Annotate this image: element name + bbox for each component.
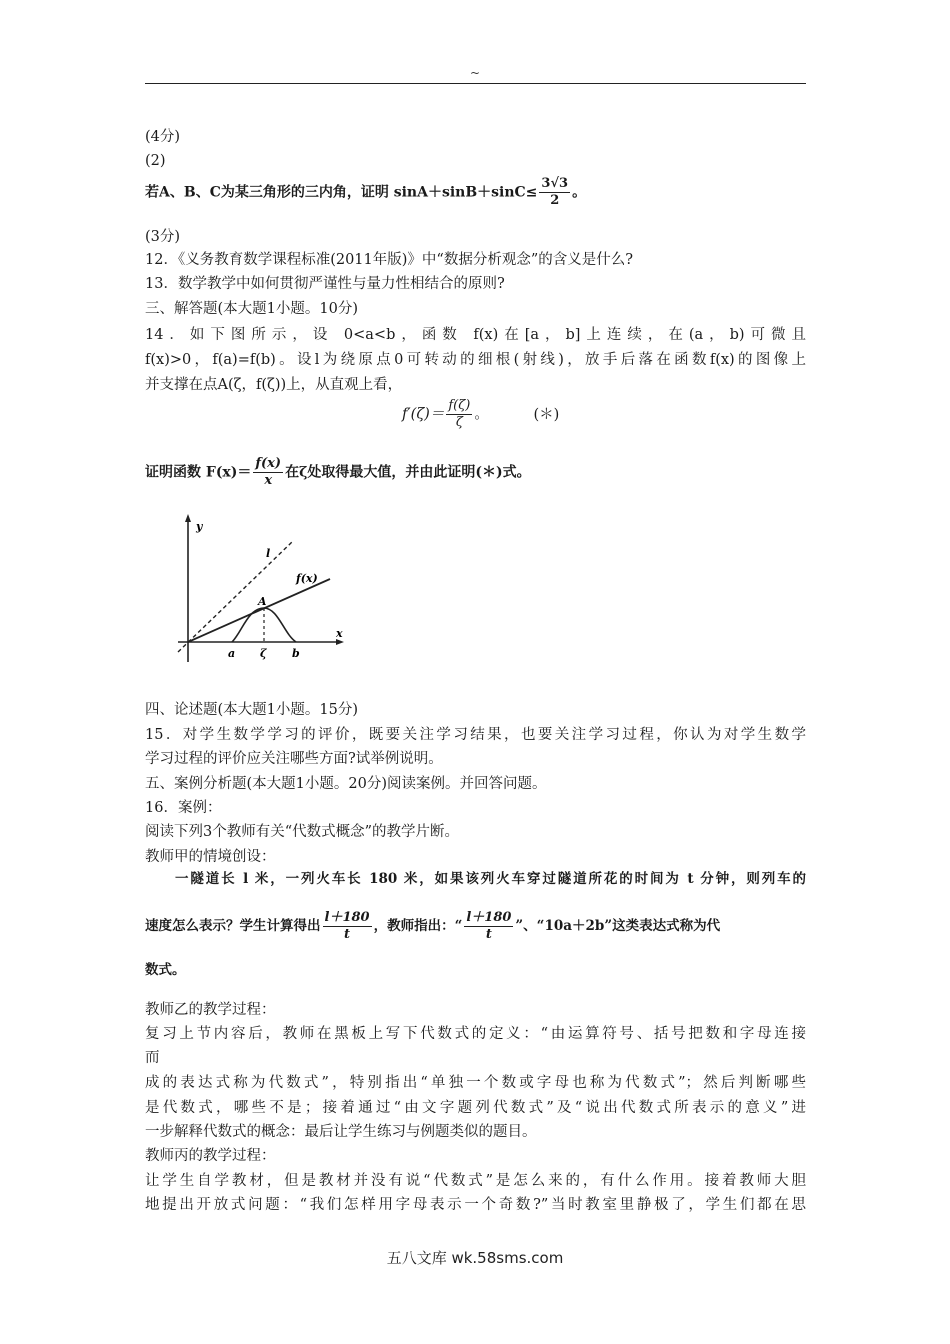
- score-note-4: (4分): [145, 129, 181, 145]
- question-13: 13．数学教学中如何贯彻严谨性与量力性相结合的原则?: [145, 276, 505, 292]
- header-mark: ~: [469, 66, 481, 80]
- footer-watermark: 五八文库 wk.58sms.com: [386, 1249, 564, 1267]
- point-a-label: A: [258, 595, 267, 608]
- l-label: l: [266, 547, 271, 560]
- fx-label: f(x): [296, 572, 318, 585]
- teacher-yi-line-4: 是代数式，哪些不是；接着通过“由文字题列代数式”及“说出代数式所表示的意义”进: [145, 1100, 806, 1116]
- proof-statement: 证明函数 F(x)＝ $\frac{f(x)}{x}$ 在ζ处取得最大值，并由此证明(＊)式。: [145, 456, 531, 488]
- question-12: 12．《义务教育数学课程标准(2011年版)》中“数据分析观念”的含义是什么?: [145, 252, 634, 268]
- equation-tag: (＊): [533, 406, 560, 423]
- sub-question-2: (2): [145, 153, 166, 169]
- question-14-line-2: f(x)>0，f(a)=f(b)。设l为绕原点0可转动的细根(射线)，放手后落在函数f(x)的图像上: [145, 352, 806, 368]
- teacher-bing-line-1: 让学生自学教材，但是教材并没有说“代数式”是怎么来的，有什么作用。接着教师大胆: [145, 1173, 806, 1189]
- section-3-heading: 三、解答题(本大题1小题。10分): [145, 301, 358, 317]
- tunnel-problem-line-3: 数式。: [145, 962, 186, 978]
- question-15-line-1: 15．对学生数学学习的评价，既要关注学习结果，也要关注学习过程，你认为对学生数学: [145, 727, 806, 743]
- teacher-yi-line-2: 而: [145, 1050, 160, 1066]
- tunnel-problem-line-2: 速度怎么表示？学生计算得出 $\frac{l+180}{t}$ ，教师指出：“ $\frac{l+180}{t}$ ”、“10a＋2b”这类表达式称为代: [145, 910, 721, 942]
- teacher-yi-line-1: 复习上节内容后，教师在黑板上写下代数式的定义：“由运算符号、括号把数和字母连接: [145, 1026, 806, 1042]
- triangle-problem-text: 若A、B、C为某三角形的三内角，证明 sinA＋sinB＋sinC≤: [145, 184, 538, 201]
- teacher-yi-line-3: 成的表达式称为代数式”，特别指出“单独一个数或字母也称为代数式”；然后判断哪些: [145, 1075, 806, 1091]
- triangle-inequality-problem: 若A、B、C为某三角形的三内角，证明 sinA＋sinB＋sinC≤ $\frac{3√3}{2}$ 。: [145, 176, 587, 208]
- ray-l-dashed: [178, 542, 292, 652]
- question-14-line-1: 14．如下图所示，设 0<a<b，函数 f(x)在[a，b]上连续，在(a，b)可微且: [145, 327, 806, 343]
- teacher-bing-line-2: 地提出开放式问题：“我们怎样用字母表示一个奇数?”当时教室里静极了，学生们都在思: [145, 1197, 806, 1213]
- tangent-line: [188, 579, 330, 642]
- teacher-jia-heading: 教师甲的情境创设：: [145, 849, 276, 865]
- question-15-line-2: 学习过程的评价应关注哪些方面?试举例说明。: [145, 751, 443, 767]
- x-label: x: [336, 627, 343, 640]
- tick-zeta: ζ: [260, 647, 267, 660]
- question-14-line-3: 并支撑在点A(ζ，f(ζ))上，从直观上看，: [145, 377, 403, 393]
- y-axis-arrow: [185, 514, 191, 522]
- teacher-yi-line-5: 一步解释代数式的概念：最后让学生练习与例题类似的题目。: [145, 1124, 537, 1140]
- reading-instruction: 阅读下列3个教师有关“代数式概念”的教学片断。: [145, 824, 460, 840]
- function-graph: [170, 512, 350, 672]
- fraction-3root3-over-2: $\frac{3√3}{2}$: [541, 176, 569, 208]
- score-note-3: (3分): [145, 229, 181, 245]
- teacher-yi-heading: 教师乙的教学过程：: [145, 1002, 276, 1018]
- derivative-equation: f′(ζ)＝ $\frac{f(\zeta)}{\zeta}$ 。 (＊): [402, 398, 560, 430]
- teacher-bing-heading: 教师丙的教学过程：: [145, 1148, 276, 1164]
- tunnel-problem-line-1: 一隧道长 l 米，一列火车长 180 米，如果该列火车穿过隧道所花的时间为 t 分钟，则列车的: [175, 871, 806, 887]
- header-rule: [145, 83, 806, 84]
- tick-a: a: [228, 647, 236, 660]
- y-label: y: [196, 520, 203, 533]
- question-16: 16．案例：: [145, 800, 222, 816]
- section-5-heading: 五、案例分析题(本大题1小题。20分)阅读案例。并回答问题。: [145, 776, 547, 792]
- section-4-heading: 四、论述题(本大题1小题。15分): [145, 702, 358, 718]
- curve-fx: [232, 608, 296, 642]
- tick-b: b: [292, 647, 300, 660]
